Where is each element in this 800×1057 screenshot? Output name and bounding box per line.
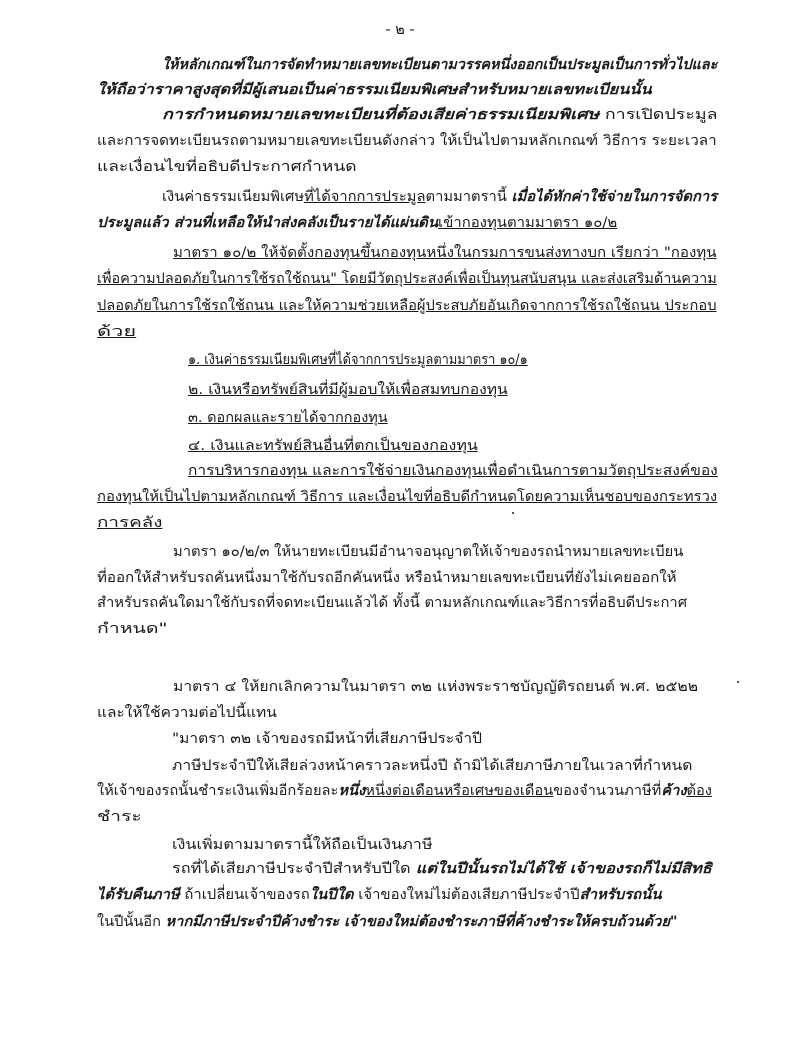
text-run: ปลอดภัยในการใช้รถใช้ถนน และให้ความช่วยเหลือผู้ประสบภัยอันเกิดจากการใช้รถใช้ถนน ประกอบ [97, 298, 717, 314]
text-line [97, 297, 717, 315]
text-line [97, 886, 662, 904]
text-run: ให้เจ้าของรถนั้นชำระเงินเพิ่มอีกร้อยละ [97, 783, 339, 799]
text-line [97, 132, 717, 150]
text-line [162, 56, 717, 74]
text-line [173, 543, 683, 561]
text-line [188, 437, 478, 455]
text-run: หนึ่ง [338, 783, 366, 799]
text-run: เงินเพิ่มตามมาตรานี้ให้ถือเป็นเงินภาษี [172, 837, 433, 853]
text-run: เพื่อความปลอดภัยในการใช้รถใช้ถนน" โดยมีวัตถุประสงค์เพื่อเป็นทุนสนับสนุน และส่งเสริมด้านความ [97, 271, 717, 287]
text-run: สำหรับรถคันใดมาใช้กับรถที่จดทะเบียนแล้วได้ ทั้งนี้ ตามหลักเกณฑ์และวิธีการที่อธิบดีประกาศ [97, 595, 688, 611]
text-line [162, 188, 717, 206]
text-line [188, 409, 388, 427]
text-line [97, 81, 652, 99]
text-run: มาตรา ๑๐/๒ ให้จัดตั้งกองทุนขึ้นกองทุนหนึ่งในกรมการขนส่งทางบก เรียกว่า "กองทุน [173, 245, 717, 261]
text-run: รถที่ได้เสียภาษีประจำปีสำหรับปีใด [172, 861, 416, 877]
text-run: ที่ออกให้สำหรับรถคันหนึ่งมาใช้กับรถอีกคันหนึ่ง หรือนำหมายเลขทะเบียนที่ยังไม่เคยออกให้ [97, 570, 677, 586]
text-run: เข้ากองทุนตามมาตรา ๑๐/๒ [438, 215, 618, 231]
text-run: ในปีใด [309, 887, 354, 903]
text-run: เมื่อได้หักค่าใช้จ่ายในการจัดการ [511, 189, 718, 205]
text-run: ๑. เงินค่าธรรมเนียมพิเศษที่ได้จากการประมูลตามมาตรา ๑๐/๑ [188, 352, 528, 368]
text-line [172, 757, 692, 775]
text-line [97, 782, 712, 800]
text-run: หนึ่งต่อเดือนหรือเศษของเดือน [365, 783, 554, 799]
text-run: ให้หลักเกณฑ์ในการจัดทำหมายเลขทะเบียนตามวรรคหนึ่งออกเป็นประมูลเป็นการทั่วไปและ [162, 57, 718, 73]
text-run: ต้อง [686, 783, 712, 799]
text-line [97, 704, 277, 722]
text-run: การเปิดประมูล [599, 107, 718, 123]
text-run: การบริหารกองทุน และการใช้จ่ายเงินกองทุนเพื่อดำเนินการตามวัตถุประสงค์ของ [188, 463, 718, 479]
text-line [97, 270, 717, 288]
text-run: มาตรา ๔ ให้ยกเลิกความในมาตรา ๓๒ แห่งพระราชบัญญัติรถยนต์ พ.ศ. ๒๕๒๒ [173, 679, 699, 695]
text-run: หากมีภาษีประจำปีค้างชำระ เจ้าของใหม่ต้องชำระภาษีที่ค้างชำระให้ครบถ้วนด้วย" [165, 914, 678, 930]
text-run: ๔. เงินและทรัพย์สินอื่นที่ตกเป็นของกองทุน [188, 438, 478, 454]
text-line [172, 860, 712, 878]
text-run: การคลัง [97, 515, 163, 531]
text-line [97, 488, 717, 506]
text-line [188, 381, 508, 399]
text-run: มาตรา ๑๐/๒/๓ ให้นายทะเบียนมีอำนาจอนุญาตให้เจ้าของรถนำหมายเลขทะเบียน [173, 544, 684, 560]
text-line [162, 106, 718, 124]
text-run: ค้าง [661, 783, 687, 799]
text-run: ชำระ [97, 809, 142, 825]
text-run: ถ้าเปลี่ยนเจ้าของรถ [179, 887, 310, 903]
text-run: ตามมาตรานี้ [425, 189, 512, 205]
text-line [97, 620, 167, 638]
text-run: ๓. ดอกผลและรายได้จากกองทุน [188, 410, 388, 426]
text-line [188, 462, 718, 480]
text-line [188, 351, 528, 369]
text-run: "มาตรา ๓๒ เจ้าของรถมีหน้าที่เสียภาษีประจำปี [172, 731, 482, 747]
text-run: ๒. เงินหรือทรัพย์สินที่มีผู้มอบให้เพื่อสมทบกองทุน [188, 382, 508, 398]
text-run: และการจดทะเบียนรถตามหมายเลขทะเบียนดังกล่าว ให้เป็นไปตามหลักเกณฑ์ วิธีการ ระยะเวลา [97, 133, 717, 149]
text-run: ในปีนั้นอีก [97, 914, 166, 930]
text-run: ที่ได้จากการประมูล [304, 189, 426, 205]
text-run: เจ้าของใหม่ไม่ต้องเสียภาษีประจำปี [353, 887, 580, 903]
text-run: ภาษีประจำปีให้เสียล่วงหน้าคราวละหนึ่งปี ถ้ามิได้เสียภาษีภายในเวลาที่กำหนด [172, 758, 693, 774]
text-line [97, 514, 162, 532]
text-line [97, 569, 677, 587]
text-run: สำหรับรถนั้น [579, 887, 662, 903]
text-run: การกำหนดหมายเลขทะเบียนที่ต้องเสียค่าธรรมเนียมพิเศษ [162, 107, 600, 123]
text-run: ด้วย [97, 324, 137, 340]
text-line [173, 678, 698, 696]
text-run: กองทุนให้เป็นไปตามหลักเกณฑ์ วิธีการ และเงื่อนไขที่อธิบดีกำหนดโดยความเห็นชอบของกระทรวง [97, 489, 718, 505]
text-line [173, 244, 717, 262]
text-line [97, 158, 357, 176]
text-line [97, 594, 687, 612]
text-line [97, 913, 677, 931]
text-run: และเงื่อนไขที่อธิบดีประกาศกำหนด [97, 159, 357, 175]
text-run: กำหนด" [97, 621, 168, 637]
text-run: ของจำนวนภาษีที่ [553, 783, 662, 799]
text-run: แต่ในปีนั้นรถไม่ได้ใช้ เจ้าของรถก็ไม่มีสิทธิ [415, 861, 712, 877]
text-line [97, 323, 136, 341]
text-line [97, 808, 142, 826]
text-run: และให้ใช้ความต่อไปนี้แทน [97, 705, 277, 721]
scan-speck [512, 512, 514, 514]
text-line [172, 836, 433, 854]
text-run: ประมูลแล้ว ส่วนที่เหลือให้นำส่งคลังเป็นรายได้แผ่นดิน [97, 215, 439, 231]
text-run: ให้ถือว่าราคาสูงสุดที่มีผู้เสนอเป็นค่าธรรมเนียมพิเศษสำหรับหมายเลขทะเบียนนั้น [97, 82, 652, 98]
text-line [172, 730, 482, 748]
page-number: - ๒ - [385, 22, 415, 38]
text-line [97, 214, 617, 232]
text-run: ได้รับคืนภาษี [97, 887, 180, 903]
text-run: เงินค่าธรรมเนียมพิเศษ [162, 189, 305, 205]
scan-speck [737, 681, 739, 683]
